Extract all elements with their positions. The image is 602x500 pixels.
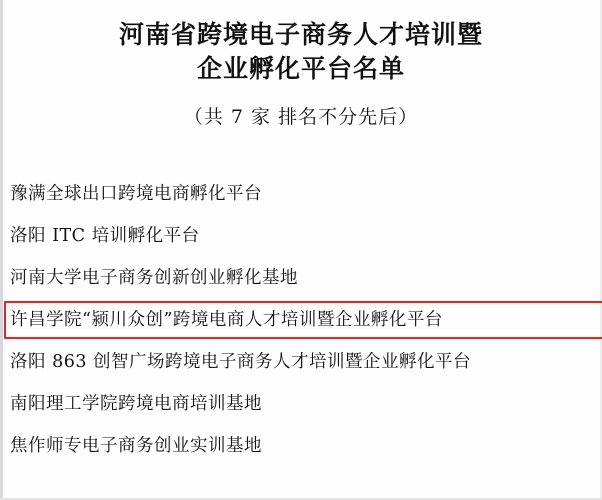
list-item: 洛阳 863 创智广场跨境电子商务人才培训暨企业孵化平台 bbox=[10, 352, 472, 372]
list-item: 豫满全球出口跨境电商孵化平台 bbox=[10, 184, 262, 204]
list-item: 洛阳 ITC 培训孵化平台 bbox=[10, 226, 200, 246]
title-line-2: 企业孵化平台名单 bbox=[196, 54, 405, 83]
list-item: 焦作师专电子商务创业实训基地 bbox=[10, 436, 262, 456]
list-item-highlighted: 许昌学院“颍川众创”跨境电商人才培训暨企业孵化平台 bbox=[4, 301, 602, 339]
platform-list bbox=[0, 173, 602, 467]
page-title bbox=[0, 0, 602, 86]
page-left-edge bbox=[0, 0, 3, 500]
list-item: 南阳理工学院跨境电商培训基地 bbox=[10, 394, 262, 414]
list-item: 河南大学电子商务创新创业孵化基地 bbox=[10, 268, 298, 288]
subtitle: （共 7 家 排名不分先后） bbox=[183, 106, 419, 128]
title-line-1: 河南省跨境电子商务人才培训暨 bbox=[118, 20, 483, 49]
